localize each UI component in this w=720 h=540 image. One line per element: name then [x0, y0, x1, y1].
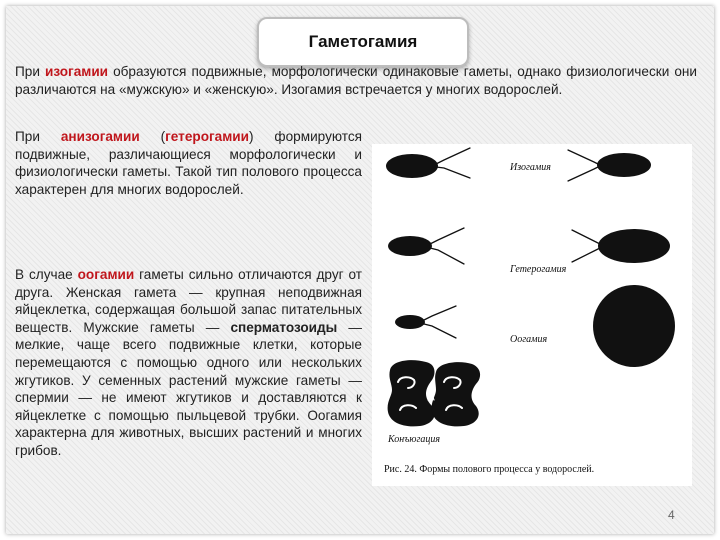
- text: В случае: [15, 267, 78, 282]
- title-box: [257, 17, 469, 67]
- label-isogamy: Изогамия: [510, 162, 551, 173]
- text: (: [139, 129, 166, 144]
- oogamy-gametes: [395, 285, 675, 367]
- gametogamy-figure: [372, 144, 692, 486]
- text: образуются подвижные, морфологически одинаковые гаметы, однако физиологически они различаются на «мужскую» и «женскую». Изогамия встречается у многих водорослей.: [15, 64, 697, 97]
- text: ) формируются подвижные, различающиеся морфологически и физиологически гаметы. Такой тип полового процесса характерен для многих водорослей.: [15, 129, 362, 197]
- text: — мелкие, чаще всего подвижные клетки, которые перемещаются с помощью одного или нескольких жгутиков. У семенных растений мужские гаметы — спермии — не имеют жгутиков и доставляются к яйцеклетке с помощью пыльцевой трубки. Оогамия характерна для животных, высших растений и многих грибов.: [15, 319, 363, 458]
- term-isogamy: изогамии: [44, 64, 109, 79]
- term-spermatozoa: сперматозоиды: [230, 319, 338, 335]
- page-number: 4: [668, 508, 675, 522]
- heterogamy-gametes: [388, 228, 670, 264]
- oogamy-paragraph: [15, 266, 362, 460]
- gametogamy-illustration: [372, 144, 692, 486]
- text: гаметы сильно отличаются друг от друга. Женская гамета — крупная неподвижная яйцеклетка, содержащая большой запас питательных веществ. Мужские гаметы —: [15, 267, 362, 335]
- term-oogamy: оогамии: [77, 267, 135, 282]
- anisogamy-paragraph: [15, 128, 362, 198]
- text: При: [15, 129, 61, 144]
- label-heterogamy: Гетерогамия: [510, 264, 567, 275]
- isogamy-paragraph: [15, 63, 697, 98]
- conjugation-cells: [388, 360, 481, 426]
- label-oogamy: Оогамия: [510, 334, 548, 345]
- label-conjugation: Конъюгация: [388, 434, 441, 445]
- text: При: [15, 64, 45, 79]
- term-heterogamy: гетерогамии: [165, 129, 249, 144]
- slide-title: Гаметогамия: [308, 32, 418, 51]
- term-anisogamy: анизогамии: [60, 129, 140, 144]
- figure-caption: Рис. 24. Формы полового процесса у водорослей.: [384, 464, 595, 475]
